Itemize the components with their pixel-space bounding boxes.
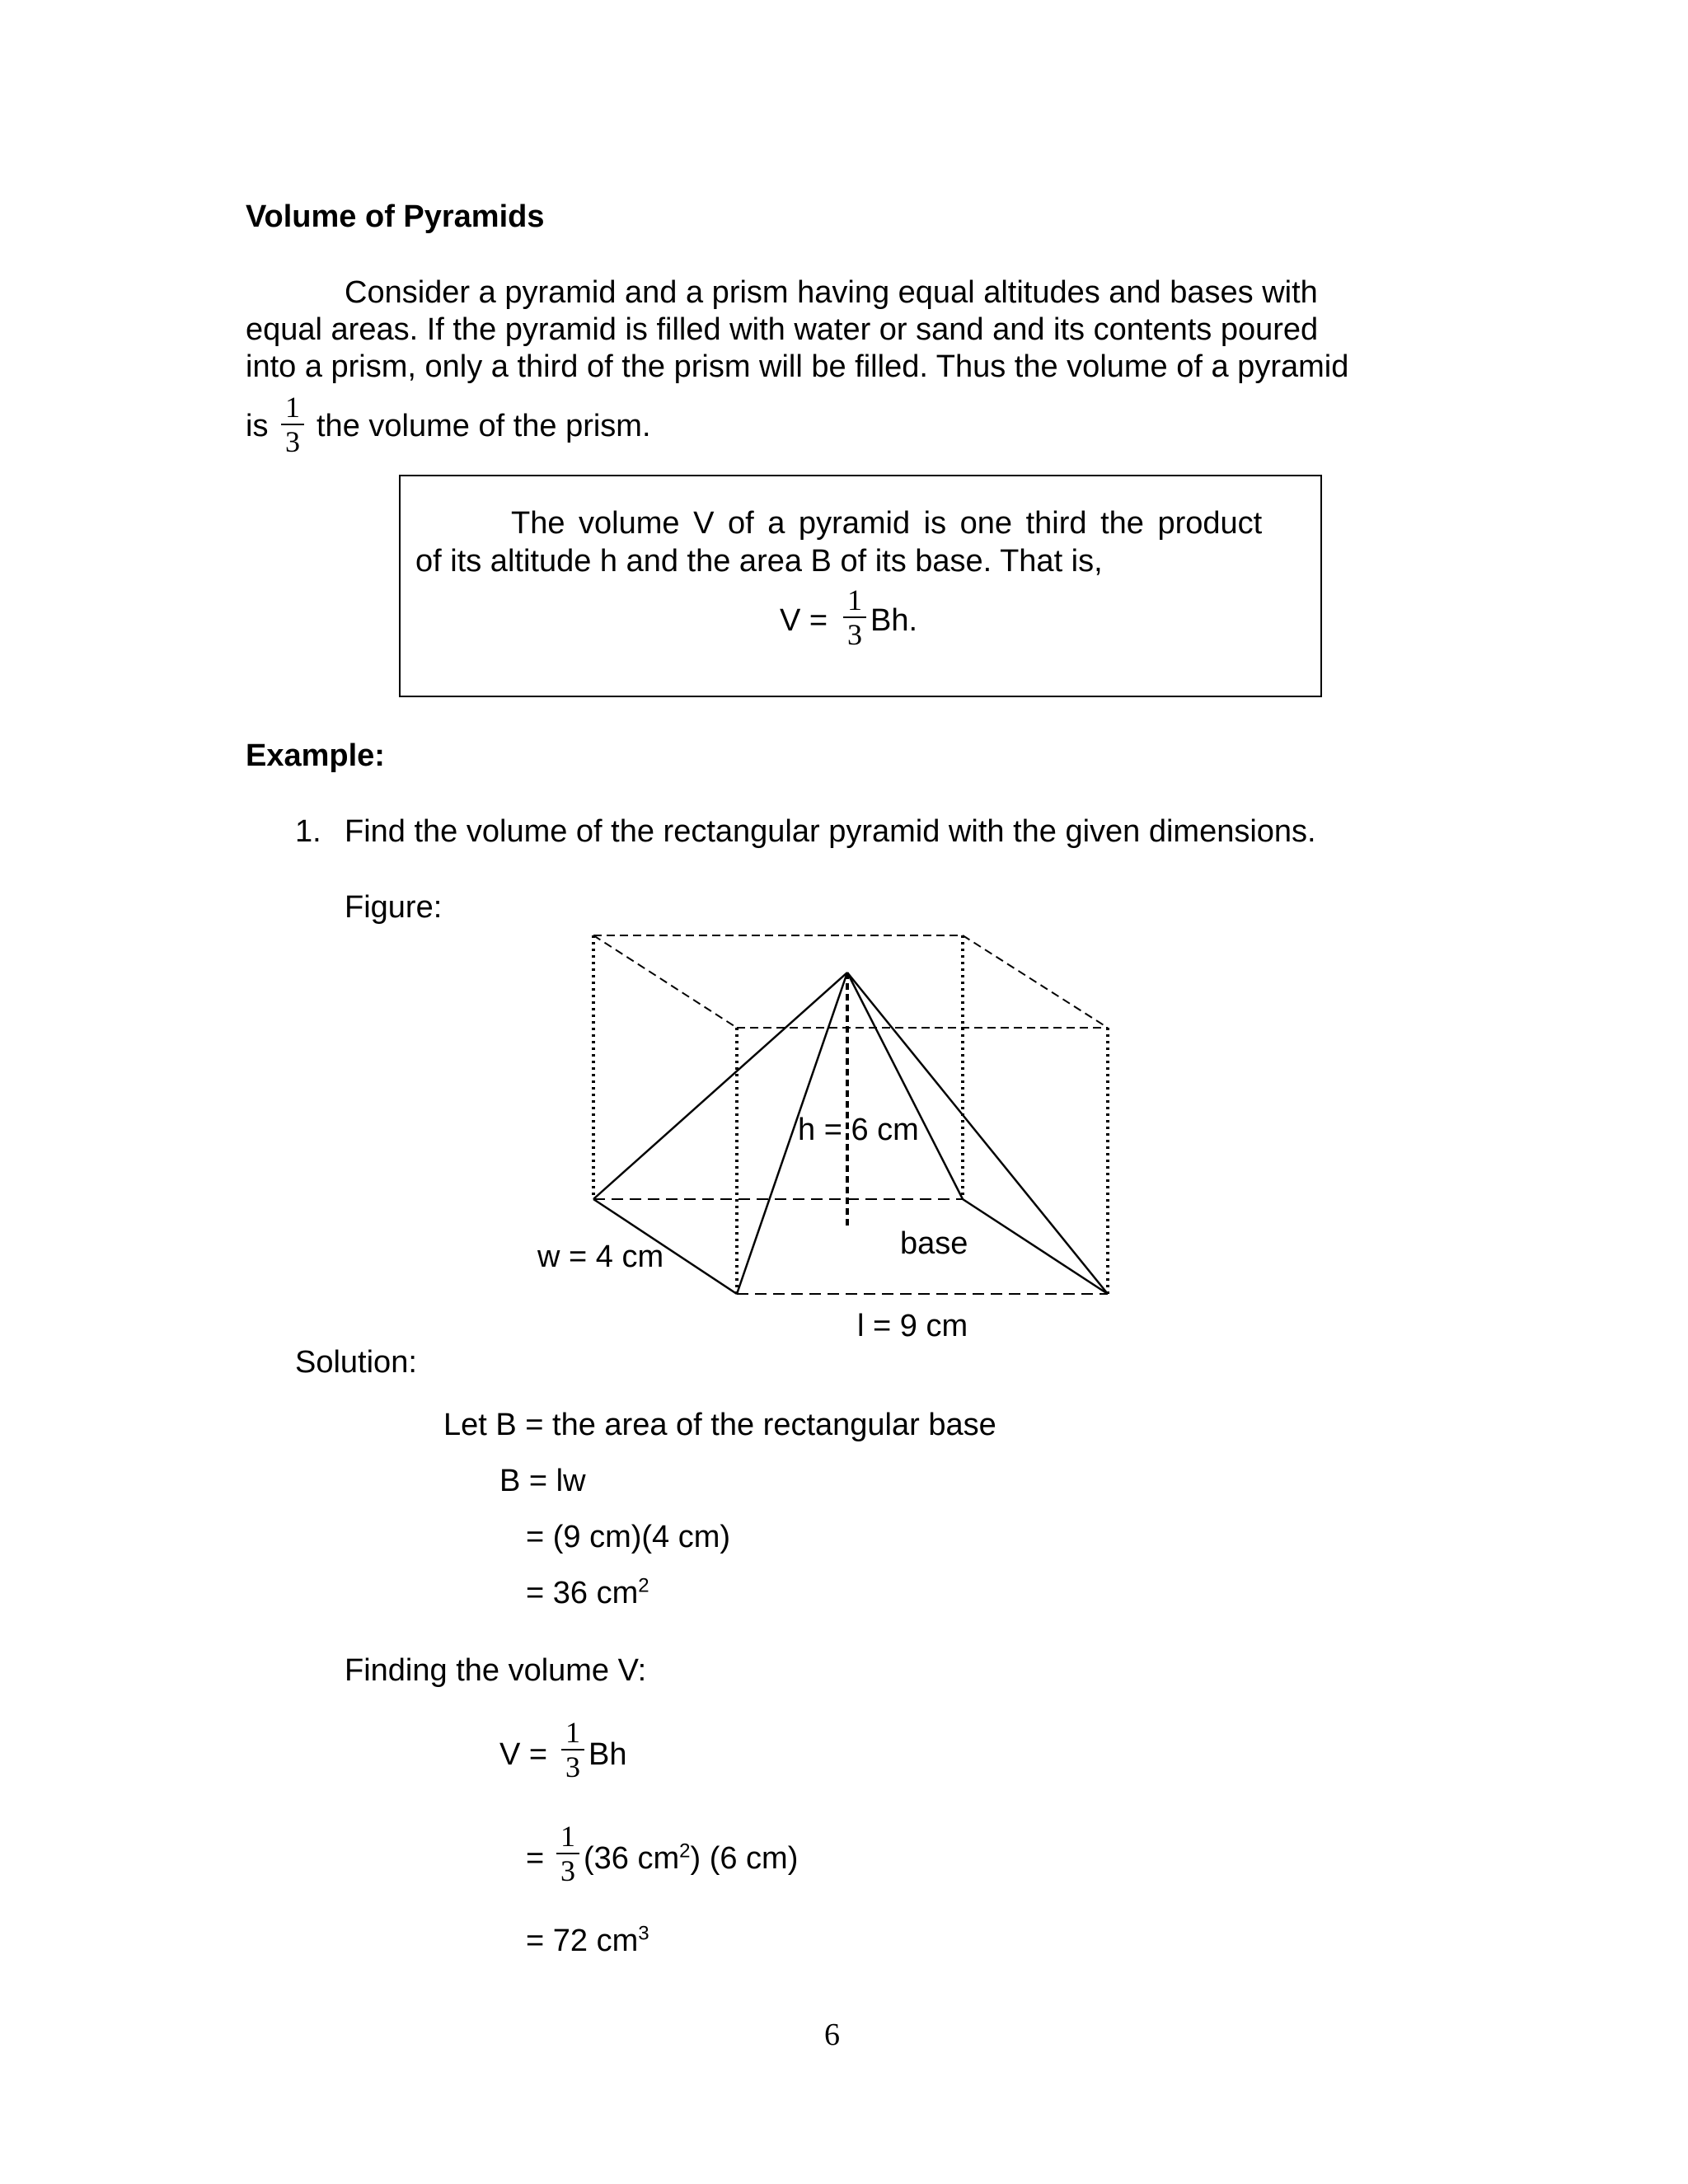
b-line-3-text: = 36 cm bbox=[526, 1576, 639, 1610]
page-number: 6 bbox=[824, 2018, 840, 2052]
fraction-numerator: 1 bbox=[285, 391, 300, 424]
v-line-1-post: Bh bbox=[588, 1737, 627, 1772]
base-label: base bbox=[900, 1226, 968, 1261]
rule-fraction-den: 3 bbox=[847, 618, 862, 651]
base-right-edge bbox=[963, 1199, 1108, 1294]
v2-fraction-num: 1 bbox=[560, 1820, 575, 1853]
width-label: w = 4 cm bbox=[537, 1240, 664, 1274]
figure-label: Figure: bbox=[345, 890, 443, 925]
b-line-3-sup: 2 bbox=[638, 1574, 649, 1597]
rule-formula-pre: V = bbox=[780, 603, 828, 638]
pyramid-edge-3 bbox=[847, 972, 963, 1199]
v2-fraction bbox=[556, 1821, 580, 1886]
solution-label: Solution: bbox=[295, 1345, 417, 1380]
fraction-one-third bbox=[280, 392, 305, 457]
height-label: h = 6 cm bbox=[798, 1113, 919, 1147]
intro-line-2: equal areas. If the pyramid is filled with water or sand and its contents poured bbox=[246, 312, 1319, 347]
page-title: Volume of Pyramids bbox=[246, 199, 545, 234]
b-line-2: = (9 cm)(4 cm) bbox=[526, 1520, 731, 1554]
problem-text: Find the volume of the rectangular pyramid with the given dimensions. bbox=[345, 814, 1316, 849]
rule-fraction-num: 1 bbox=[847, 583, 862, 616]
v1-fraction bbox=[560, 1718, 585, 1782]
v2-sup: 2 bbox=[679, 1840, 691, 1863]
v3-text: = 72 cm bbox=[526, 1924, 639, 1958]
let-line: Let B = the area of the rectangular base bbox=[443, 1408, 996, 1442]
v2-text-a: (36 cm bbox=[584, 1841, 680, 1876]
prism-top-left bbox=[593, 935, 737, 1028]
v1-fraction-num: 1 bbox=[565, 1716, 580, 1749]
finding-line: Finding the volume V: bbox=[345, 1653, 647, 1688]
intro-line-4-pre: is bbox=[246, 409, 269, 443]
b-line-3 bbox=[526, 1574, 649, 1612]
v1-fraction-den: 3 bbox=[565, 1750, 580, 1783]
prism-top-right bbox=[963, 935, 1108, 1028]
v-line-2-post bbox=[584, 1840, 798, 1877]
rule-fraction bbox=[842, 585, 867, 649]
intro-line-3: into a prism, only a third of the prism will be filled. Thus the volume of a pyramid bbox=[246, 349, 1349, 384]
v2-fraction-den: 3 bbox=[560, 1854, 575, 1887]
intro-line-4-post: the volume of the prism. bbox=[316, 409, 651, 443]
rule-line-2: of its altitude h and the area B of its base. That is, bbox=[415, 544, 1103, 579]
problem-number: 1. bbox=[295, 814, 321, 849]
v-line-2-pre: = bbox=[526, 1841, 545, 1876]
rule-formula-post: Bh. bbox=[870, 603, 918, 638]
v3-sup: 3 bbox=[638, 1922, 649, 1945]
example-heading: Example: bbox=[246, 738, 385, 773]
v-line-3 bbox=[526, 1922, 649, 1960]
length-label: l = 9 cm bbox=[857, 1309, 968, 1343]
fraction-denominator: 3 bbox=[285, 425, 300, 458]
rule-line-1: The volume V of a pyramid is one third the product bbox=[511, 506, 1263, 541]
v-line-1-pre: V = bbox=[499, 1737, 548, 1772]
b-line-1: B = lw bbox=[499, 1464, 586, 1498]
intro-line-1: Consider a pyramid and a prism having equal altitudes and bases with bbox=[345, 275, 1318, 310]
pyramid-edge-1 bbox=[593, 972, 847, 1199]
v2-text-b: ) (6 cm) bbox=[690, 1841, 799, 1876]
